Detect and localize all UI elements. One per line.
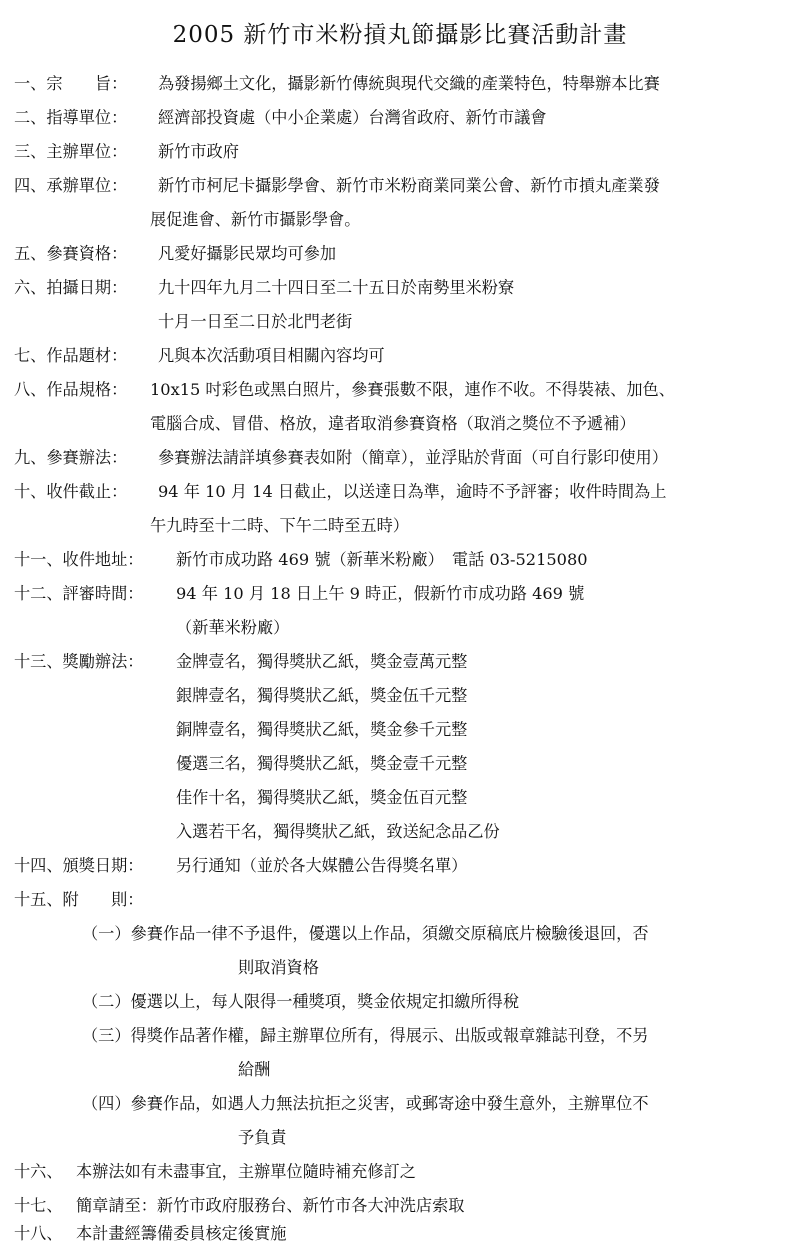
- section-text: 本計畫經籌備委員核定後實施: [76, 1224, 287, 1243]
- section-text: 凡愛好攝影民眾均可參加: [158, 244, 337, 263]
- section-text: 94 年 10 月 18 日上午 9 時正，假新竹市成功路 469 號: [176, 584, 585, 603]
- section-text: 10x15 吋彩色或黑白照片，參賽張數不限，連作不收。不得裝裱、加色、: [150, 380, 675, 399]
- document-title: 2005 新竹市米粉摃丸節攝影比賽活動計畫: [172, 22, 628, 48]
- section-label: 十六、: [14, 1162, 63, 1181]
- prize-text: 銀牌壹名，獨得獎狀乙紙，獎金伍千元整: [176, 686, 468, 705]
- section-label: 五、參賽資格：: [14, 244, 128, 263]
- note-text-cont: 則取消資格: [238, 958, 319, 977]
- section-text: 本辦法如有未盡事宜，主辦單位隨時補充修訂之: [76, 1162, 416, 1181]
- section-text: 凡與本次活動項目相關內容均可: [158, 346, 385, 365]
- section-text: 經濟部投資處（中小企業處）台灣省政府、新竹市議會: [158, 108, 547, 127]
- section-text-cont: 展促進會、新竹市攝影學會。: [150, 210, 361, 229]
- prize-text: 入選若干名，獨得獎狀乙紙，致送紀念品乙份: [176, 822, 500, 841]
- note-text-cont: 予負責: [238, 1128, 287, 1147]
- section-label: 十七、: [14, 1196, 63, 1215]
- section-text-cont: 電腦合成、冒借、格放，違者取消參賽資格（取消之獎位不予遞補）: [150, 414, 636, 433]
- section-label: 六、拍攝日期：: [14, 278, 128, 297]
- section-text: 新竹市政府: [158, 142, 239, 161]
- section-text-cont: 午九時至十二時、下午二時至五時）: [150, 516, 409, 535]
- note-text-cont: 給酬: [238, 1060, 271, 1079]
- section-text: 另行通知（並於各大媒體公告得獎名單）: [176, 856, 468, 875]
- section-label: 十、收件截止：: [14, 482, 128, 501]
- note-text: （二）優選以上，每人限得一種獎項，獎金依規定扣繳所得稅: [82, 992, 520, 1011]
- section-label: 十一、收件地址：: [14, 550, 144, 569]
- section-text-cont: （新華米粉廠）: [176, 618, 290, 637]
- note-text: （四）參賽作品，如遇人力無法抗拒之災害，或郵寄途中發生意外，主辦單位不: [82, 1094, 649, 1113]
- note-text: （一）參賽作品一律不予退件，優選以上作品，須繳交原稿底片檢驗後退回，否: [82, 924, 649, 943]
- section-label: 九、參賽辦法：: [14, 448, 128, 467]
- note-text: （三）得獎作品著作權，歸主辦單位所有，得展示、出版或報章雜誌刊登，不另: [82, 1026, 649, 1045]
- section-label: 十四、頒獎日期：: [14, 856, 144, 875]
- section-label: 八、作品規格：: [14, 380, 128, 399]
- section-text: 為發揚鄉土文化，攝影新竹傳統與現代交織的產業特色，特舉辦本比賽: [158, 74, 660, 93]
- section-text: 新竹市柯尼卡攝影學會、新竹市米粉商業同業公會、新竹市摃丸產業發: [158, 176, 660, 195]
- section-label: 三、主辦單位：: [14, 142, 128, 161]
- section-label: 七、作品題材：: [14, 346, 128, 365]
- section-label: 二、指導單位：: [14, 108, 128, 127]
- section-text: 新竹市成功路 469 號（新華米粉廠） 電話 03-5215080: [176, 550, 588, 569]
- prize-text: 銅牌壹名，獨得獎狀乙紙，獎金參千元整: [176, 720, 468, 739]
- section-text-cont: 十月一日至二日於北門老街: [158, 312, 353, 331]
- prize-text: 優選三名，獨得獎狀乙紙，獎金壹千元整: [176, 754, 468, 773]
- section-label: 四、承辦單位：: [14, 176, 128, 195]
- section-label: 一、宗 旨：: [14, 74, 128, 93]
- section-label: 十二、評審時間：: [14, 584, 144, 603]
- section-text: 參賽辦法請詳填參賽表如附（簡章），並浮貼於背面（可自行影印使用）: [158, 448, 668, 467]
- section-text: 九十四年九月二十四日至二十五日於南勢里米粉寮: [158, 278, 515, 297]
- section-label: 十八、: [14, 1224, 63, 1243]
- section-label: 十三、獎勵辦法：: [14, 652, 144, 671]
- section-text: 94 年 10 月 14 日截止，以送達日為準，逾時不予評審；收件時間為上: [158, 482, 667, 501]
- prize-text: 佳作十名，獨得獎狀乙紙，獎金伍百元整: [176, 788, 468, 807]
- section-text: 簡章請至：新竹市政府服務台、新竹市各大沖洗店索取: [76, 1196, 465, 1215]
- section-label: 十五、附 則：: [14, 890, 144, 909]
- section-text: 金牌壹名，獨得獎狀乙紙，獎金壹萬元整: [176, 652, 468, 671]
